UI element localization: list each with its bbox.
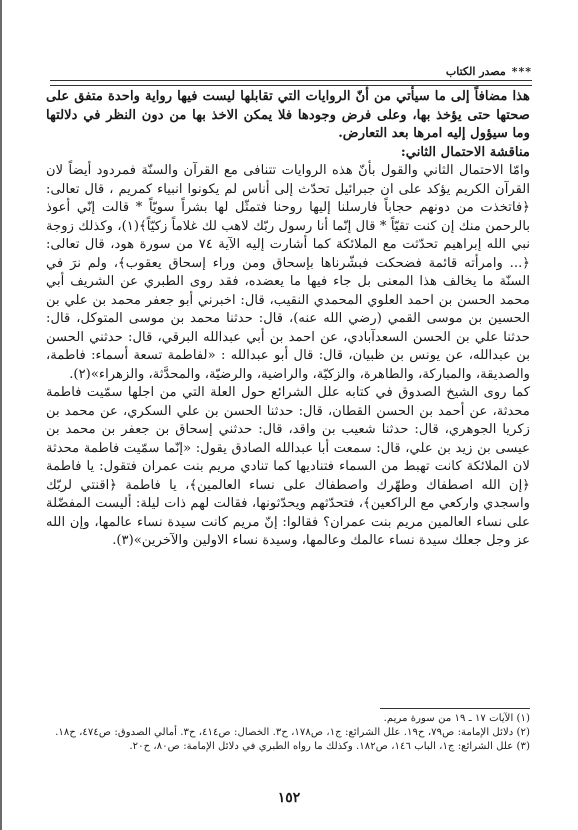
paragraph-3: كما روى الشيخ الصدوق في كتابه علل الشرائع حول العلة التي من اجلها سمّيت فاطمة محدثة، عن أحمد بن الحسن القطان، قال: حدثنا الحسن بن علي السكري، عن محمد بن زكريا الجوهري، قال: حدثنا شعيب بن واقد، قال: حدثني إسحاق بن جعفر بن محمد بن عيسى بن زيد بن علي، قال: سمعت أبا عبدالله الصادق يقول: «إنّما سمّيت فاطمة محدثة لان الملائكة كانت تهبط من السماء فتناديها كما تنادي مريم بنت عمران فتقول: يا فاطمة ﴿إن الله اصطفاك وطهّرك واصطفاك على نساء العالمين﴾، يا فاطمة ﴿اقنتي لربّك واسجدي واركعي مع الراكعين﴾، فتحدّثهم ويحدّثونها، فقالت لهم ذات ليلة: أليست المفضّلة على نساء العالمين مريم بنت عمران؟ فقالوا: إنّ مريم كانت سيدة نساء عالمها، وإن الله عز وجل جعلك سيدة نساء عالمك وعالمها، وسيدة نساء الاولين والآخرين»(٣). <box>46 385 530 548</box>
page-number: ١٥٢ <box>277 790 301 806</box>
footnotes <box>46 712 530 754</box>
paragraph-2: وامّا الاحتمال الثاني والقول بأنّ هذه الروايات تتنافى مع القرآن والسنّة فمردود أيضاً لان القرآن الكريم يؤكد على ان جبرائيل تحدّث إلى أناس لم يكونوا انبياء كمريم ، قال تعالى: ﴿فاتخذت من دونهم حجاباً فارسلنا إليها روحنا فتمثّل لها بشراً سويّاً * قالت إنّي أعوذ بالرحمن منك إن كنت تقيّاً * قال إنّما أنا رسول ربّك لاهب لك غلاماً زكيّاً﴾(١)، وكذلك زوجة نبي الله إبراهيم تحدّثت مع الملائكة كما أشارت إليه الآية ٧٤ من سورة هود، قال تعالى: ﴿... وامرأته قائمة فضحكت فبشّرناها بإسحاق ومن وراء إسحاق يعقوب﴾، ولم نرَ في السنّة ما يخالف هذا المعنى بل جاء فيها ما يعضده، فقد روى الطبري عن الشريف أبي محمد الحسن بن احمد العلوي المحمدي النقيب، قال: اخبرني أبو جعفر محمد بن علي بن الحسين بن موسى القمي (رضي الله عنه)، قال: حدثنا محمد بن موسى المتوكل، قال: حدثنا علي بن الحسن السعدآبادي، عن احمد بن أبي عبدالله البرقي، قال: حدثني الحسن بن عبدالله، عن يونس بن ظبيان، قال: قال أبو عبدالله : «لفاطمة تسعة أسماء: فاطمة، والصديقة، والمباركة، والطاهرة، والزكيّة، والراضية، والرضيّة، والمحدَّثة، والزهراء»(٢). <box>46 163 531 382</box>
paragraph-1: هذا مضافاً إلى ما سيأتي من أنّ الروايات التي تقابلها ليست فيها رواية واحدة متفق على صحتها حتى يؤخذ بها، وعلى فرض وجودها فلا يمكن الاخذ بها من دون النظر في دلالتها وما سيؤول إليه امرها بعد التعارض. <box>46 89 530 141</box>
main-text <box>46 88 530 551</box>
section-heading: مناقشة الاحتمال الثاني: <box>400 144 530 160</box>
footnote-3: (٣) علل الشرائع: ج١، الباب ١٤٦، ص١٨٢. وكذلك ما رواه الطبري في دلائل الإمامة: ص٨٠، ح٢٠. <box>129 741 530 752</box>
footnote-1: (١) الآيات ١٧ ـ ١٩ من سورة مريم. <box>383 713 530 724</box>
header-stars: *** <box>511 65 532 78</box>
footnote-2: (٢) دلائل الإمامة: ص٧٩، ح١٩. علل الشرائع: ج١، ص١٧٨، ح٣. الخصال: ص٤١٤، ح٣. أمالي الصدوق: ص٤٧٤، ح١٨. <box>55 727 530 738</box>
header-rule <box>50 80 532 86</box>
header-title: مصدر الكتاب <box>445 65 506 78</box>
running-header <box>50 64 532 80</box>
footnote-rule <box>380 708 530 709</box>
